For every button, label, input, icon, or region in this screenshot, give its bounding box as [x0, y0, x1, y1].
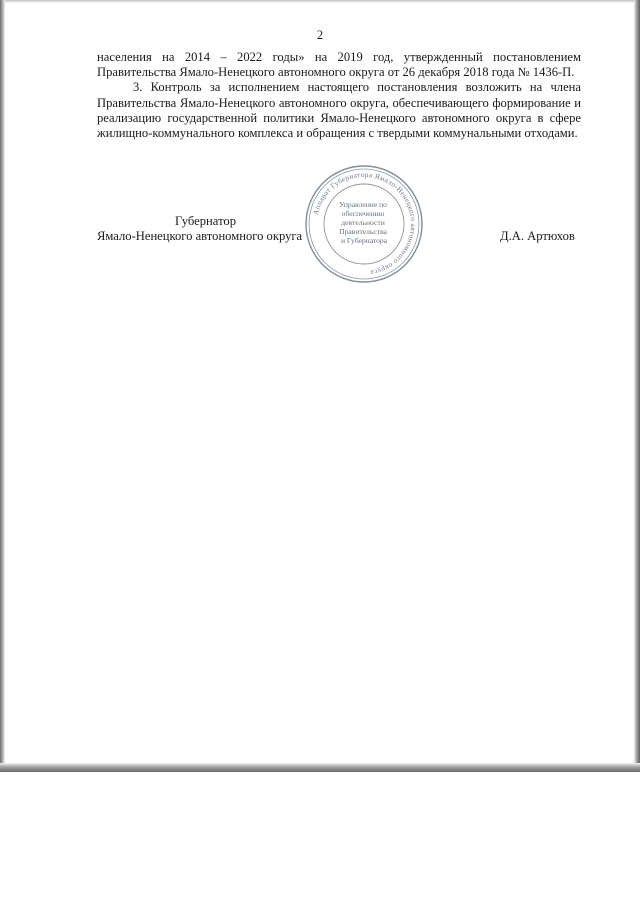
seal-center-line-4: Правительства [339, 227, 387, 236]
paragraph-continuation: населения на 2014 – 2022 годы» на 2019 год, утвержденный постановлением Правительства Ямало-Ненецкого автономного округа от 26 декабря 2018 года № 1436-П. [97, 50, 581, 80]
signatory-region: Ямало-Ненецкого автономного округа [97, 229, 303, 243]
official-seal [302, 162, 426, 286]
scan-edge-right [634, 0, 640, 770]
signatory-title: Губернатор [175, 214, 236, 228]
scan-edge-bottom [0, 763, 640, 772]
svg-text:Управление по обеспечени [339, 200, 389, 245]
document-body [97, 50, 581, 141]
seal-ring-text: Аппарат Губернатора Ямало-Ненецкого автономного округа [311, 170, 418, 277]
seal-center-line-1: Управление по [339, 200, 387, 209]
seal-center-line-5: и Губернатора [340, 236, 388, 245]
scan-edge-top [0, 0, 640, 3]
paragraph-control-clause: 3. Контроль за исполнением настоящего постановления возложить на члена Правительства Ямало-Ненецкого автономного округа, обеспечивающего формирование и реализацию государственной политики Ямало-Ненецкого автономного округа в сфере жилищно-коммунального комплекса и обращения с твердыми коммунальными отходами. [97, 80, 581, 141]
page-number: 2 [316, 28, 324, 42]
seal-center-line-2: обеспечению [341, 209, 385, 218]
scan-edge-left [0, 0, 5, 770]
signatory-name: Д.А. Артюхов [500, 229, 575, 243]
seal-center-line-3: деятельности [341, 218, 385, 227]
